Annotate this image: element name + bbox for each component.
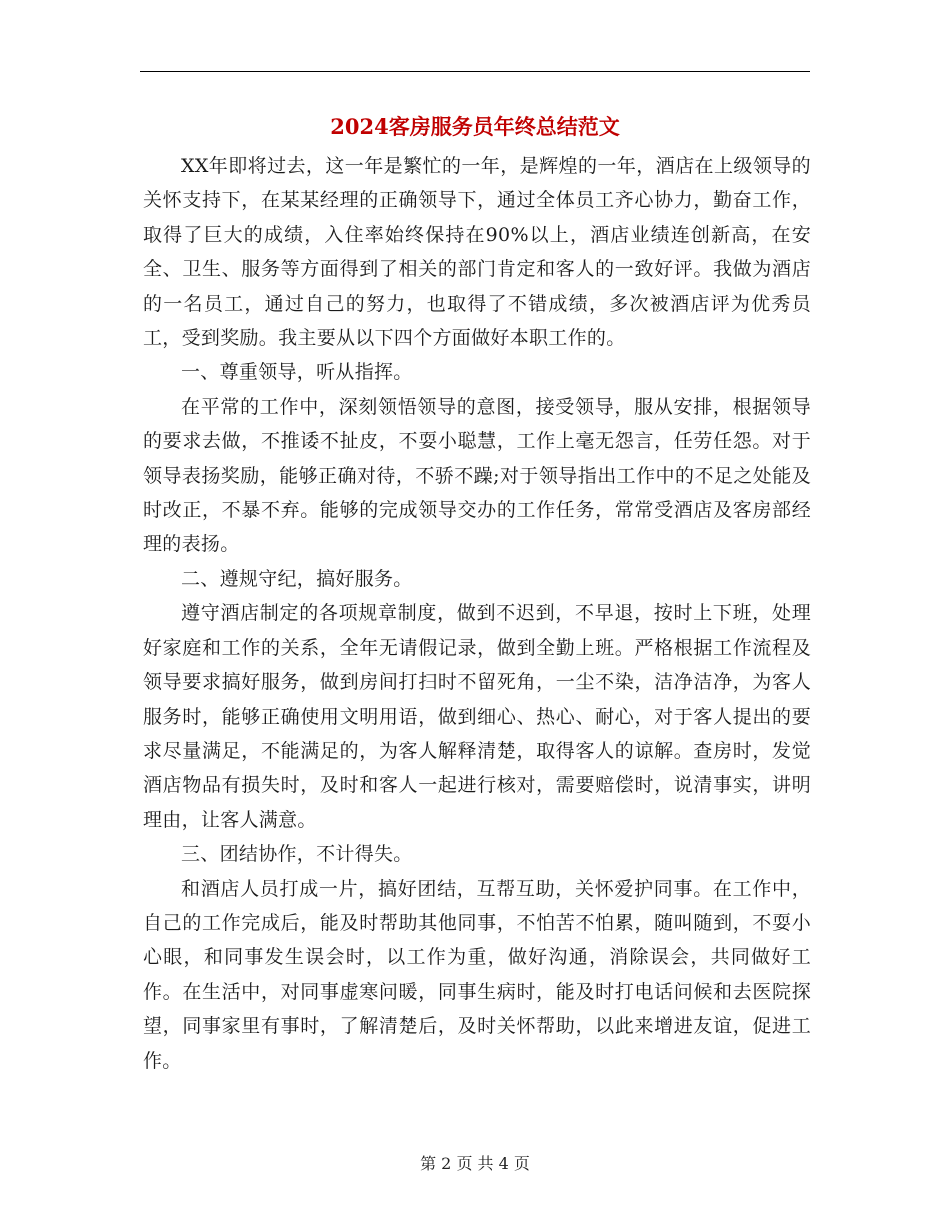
- paragraph-section-3: 和酒店人员打成一片，搞好团结，互帮互助，关怀爱护同事。在工作中，自己的工作完成后，能及时帮助其他同事，不怕苦不怕累，随叫随到，不耍小心眼，和同事发生误会时，以工作为重，做好沟通，消除误会，共同做好工作。在生活中，对同事虚寒问暖，同事生病时，能及时打电话问候和去医院探望，同事家里有事时，了解清楚后，及时关怀帮助，以此来增进友谊，促进工作。: [143, 877, 811, 1072]
- paragraph-intro: XX年即将过去，这一年是繁忙的一年，是辉煌的一年，酒店在上级领导的关怀支持下，在某某经理的正确领导下，通过全体员工齐心协力，勤奋工作，取得了巨大的成绩，入住率始终保持在90%以上，酒店业绩连创新高，在安全、卫生、服务等方面得到了相关的部门肯定和客人的一致好评。我做为酒店的一名员工，通过自己的努力，也取得了不错成绩，多次被酒店评为优秀员工，受到奖励。我主要从以下四个方面做好本职工作的。: [143, 155, 811, 350]
- paragraph-section-2: 遵守酒店制定的各项规章制度，做到不迟到，不早退，按时上下班，处理好家庭和工作的关系，全年无请假记录，做到全勤上班。严格根据工作流程及领导要求搞好服务，做到房间打扫时不留死角，一尘不染，洁净洁净，为客人服务时，能够正确使用文明用语，做到细心、热心、耐心，对于客人提出的要求尽量满足，不能满足的，为客人解释清楚，取得客人的谅解。查房时，发觉酒店物品有损失时，及时和客人一起进行核对，需要赔偿时，说清事实，讲明理由，让客人满意。: [143, 602, 811, 831]
- header-rule: [140, 71, 810, 72]
- paragraph-section-1: 在平常的工作中，深刻领悟领导的意图，接受领导，服从安排，根据领导的要求去做，不推诿不扯皮，不耍小聪慧，工作上毫无怨言，任劳任怨。对于领导表扬奖励，能够正确对待，不骄不躁;对于领导指出工作中的不足之处能及时改正，不暴不弃。能够的完成领导交办的工作任务，常常受酒店及客房部经理的表扬。: [143, 395, 811, 556]
- page-number: 第 2 页 共 4 页: [420, 1154, 530, 1173]
- section-heading-2: 二、遵规守纪，搞好服务。: [181, 567, 413, 590]
- page-footer: [140, 1152, 810, 1176]
- section-heading-3: 三、团结协作，不计得失。: [181, 843, 413, 866]
- document-body: [143, 149, 811, 1078]
- section-heading-1: 一、尊重领导，听从指挥。: [181, 361, 413, 384]
- document-title: 2024客房服务员年终总结范文: [330, 114, 620, 139]
